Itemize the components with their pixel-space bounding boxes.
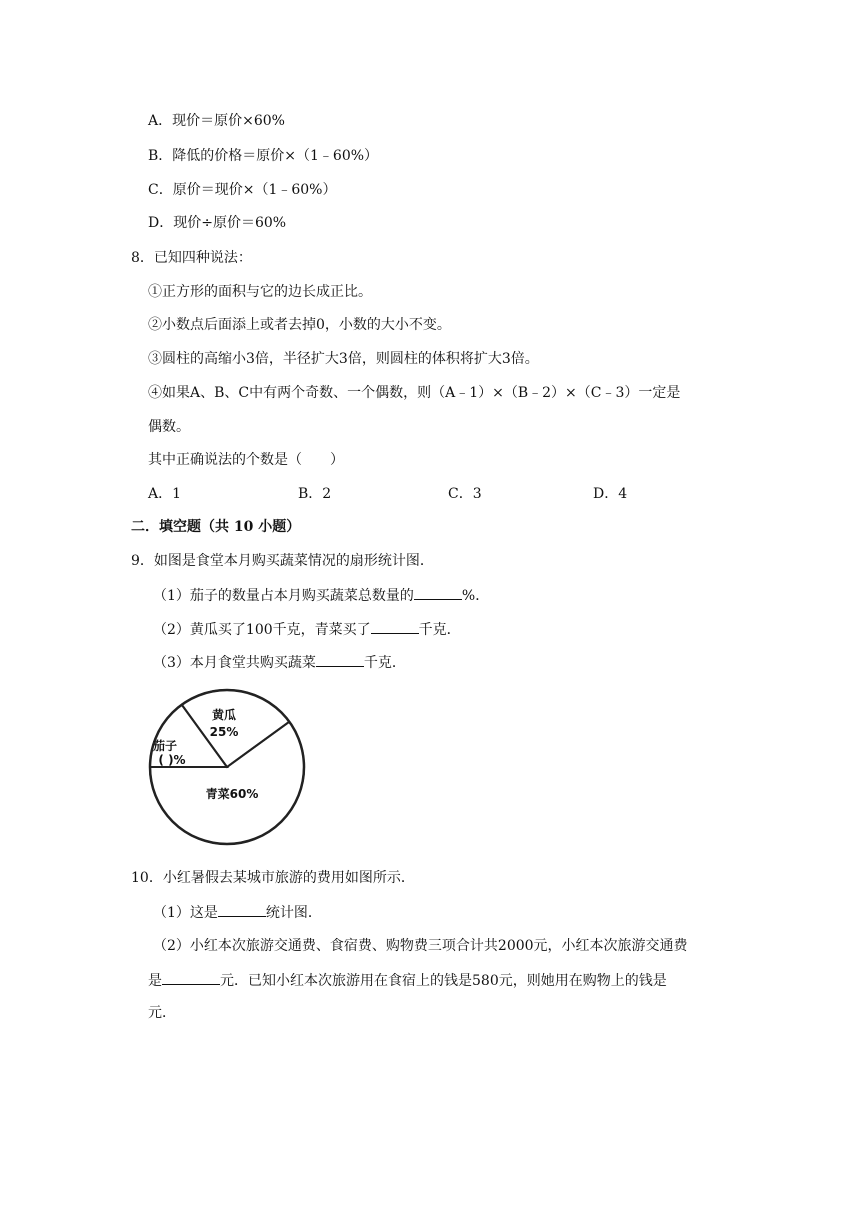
q7-option-d: D．现价÷原价＝60%	[148, 215, 287, 231]
q8-statement-2: ②小数点后面添上或者去掉0，小数的大小不变。	[148, 317, 451, 333]
q10-part-1	[153, 902, 322, 923]
q9-stem: 9．如图是食堂本月购买蔬菜情况的扇形统计图．	[131, 553, 434, 569]
answer-blank[interactable]	[371, 619, 419, 634]
answer-blank[interactable]	[414, 585, 462, 600]
q9-part-2-unit: 千克．	[418, 622, 461, 638]
q7-option-b: B．降低的价格＝原价×（1﹣60%）	[148, 148, 379, 164]
q8-option-a: A．1	[148, 486, 182, 502]
slice-label-cucumber: 黄瓜	[211, 708, 237, 722]
q7-option-c: C．原价＝现价×（1﹣60%）	[148, 182, 337, 198]
q8-statement-4-line2: 偶数。	[148, 419, 190, 435]
q8-statement-4-line1: ④如果A、B、C中有两个奇数、一个偶数，则（A﹣1）×（B﹣2）×（C﹣3）一定是	[148, 385, 681, 401]
q10-part-2-line2	[148, 970, 667, 991]
answer-blank[interactable]	[162, 970, 220, 985]
slice-value-cucumber: 25%	[209, 725, 239, 739]
q10-part-2-line1: （2）小红本次旅游交通费、食宿费、购物费三项合计共2000元，小红本次旅游交通费	[153, 938, 688, 954]
q9-part-3	[153, 652, 406, 673]
q8-question: 其中正确说法的个数是（ ）	[148, 452, 344, 468]
section-2-title: 二．填空题（共 10 小题）	[131, 519, 301, 535]
slice-value-greens: 青菜60%	[205, 787, 259, 801]
q10-part-1-unit: 统计图．	[265, 905, 322, 921]
q9-part-1-unit: %．	[461, 588, 490, 604]
slice-label-eggplant: 茄子	[152, 739, 178, 753]
slice-value-eggplant: ( )%	[158, 753, 186, 767]
q8-option-b: B．2	[298, 486, 332, 502]
q7-option-a: A．现价＝原价×60%	[148, 113, 285, 129]
answer-blank[interactable]	[316, 652, 364, 667]
q9-part-2	[153, 619, 461, 640]
q8-statement-1: ①正方形的面积与它的边长成正比。	[148, 284, 372, 300]
q10-part-2-text: 是	[148, 973, 162, 989]
q9-part-3-unit: 千克．	[363, 655, 406, 671]
q10-part-1-text: （1）这是	[153, 905, 218, 921]
answer-blank[interactable]	[218, 902, 266, 917]
q9-part-3-text: （3）本月食堂共购买蔬菜	[153, 655, 316, 671]
q8-option-d: D．4	[593, 486, 628, 502]
q8-statement-3: ③圆柱的高缩小3倍，半径扩大3倍，则圆柱的体积将扩大3倍。	[148, 351, 539, 367]
q8-stem: 8．已知四种说法：	[131, 250, 252, 266]
vegetable-pie-chart	[146, 686, 308, 848]
q8-option-c: C．3	[448, 486, 482, 502]
q9-part-2-text: （2）黄瓜买了100千克，青菜买了	[153, 622, 371, 638]
q9-part-1-text: （1）茄子的数量占本月购买蔬菜总数量的	[153, 588, 414, 604]
q9-part-1	[153, 585, 489, 606]
q10-part-2-rest: 元．已知小红本次旅游用在食宿上的钱是580元，则她用在购物上的钱是	[220, 973, 667, 989]
q10-part-2-line3: 元．	[148, 1005, 176, 1021]
q10-stem: 10．小红暑假去某城市旅游的费用如图所示．	[131, 870, 415, 886]
